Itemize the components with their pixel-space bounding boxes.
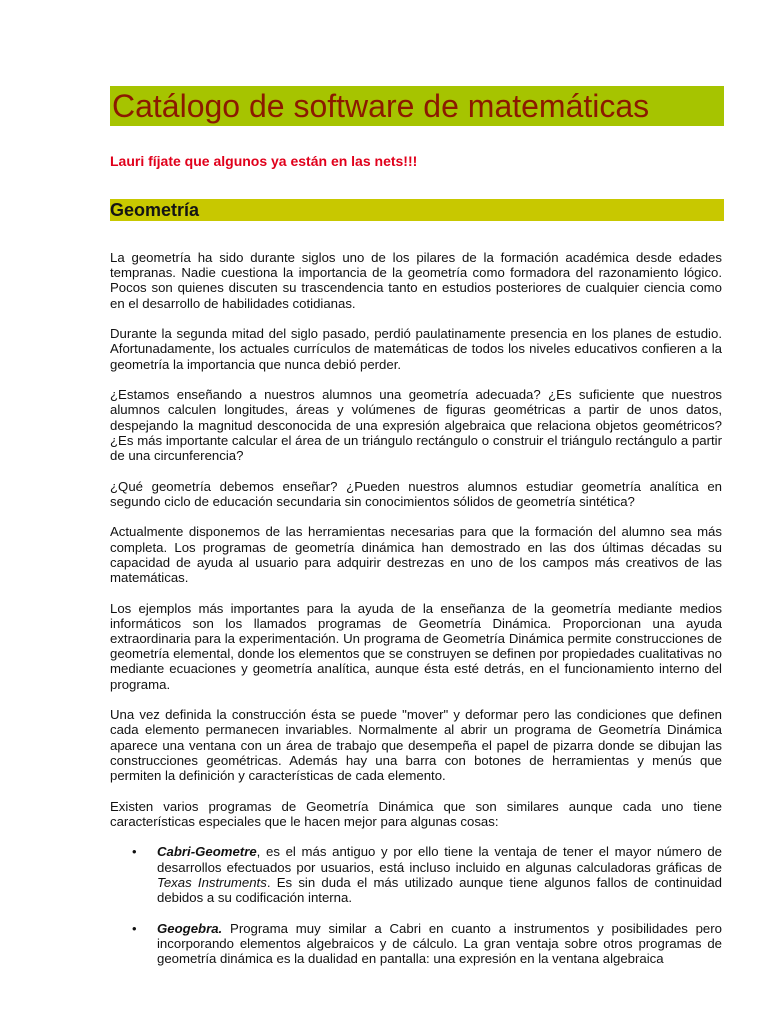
paragraph: ¿Estamos enseñando a nuestros alumnos una geometría adecuada? ¿Es suficiente que nuestros alumnos calculen longitudes, áreas y volúmenes de figuras geométricas a partir de unos datos, despejando la magnitud desconocida de una expresión algebraica que relaciona objetos geométricos? ¿Es más importante calcular el área de un triángulo rectángulo o construir el triángulo rectángulo a partir de una circunferencia? [110,387,722,464]
paragraph: ¿Qué geometría debemos enseñar? ¿Pueden nuestros alumnos estudiar geometría analítica en segundo ciclo de educación secundaria sin conocimientos sólidos de geometría sintética? [110,478,722,509]
bullet-icon: • [132,920,137,936]
brand-name: Texas Instruments [157,874,267,890]
list-item [132,920,722,967]
paragraph: Existen varios programas de Geometría Dinámica que son similares aunque cada uno tiene características especiales que le hacen mejor para algunas cosas: [110,798,722,829]
body-text [110,250,722,982]
paragraph: Actualmente disponemos de las herramientas necesarias para que la formación del alumno sea más completa. Los programas de geometría dinámica han demostrado en las dos últimas décadas su capacidad de ayuda al usuario para adquirir destrezas en uno de los campos más creativos de las matemáticas. [110,524,722,586]
software-name: Geogebra. [157,920,223,936]
section-heading-bar [110,199,724,221]
item-text: Programa muy similar a Cabri en cuanto a instrumentos y posibilidades pero incorporando elementos algebraicos y de cálculo. La gran ventaja sobre otros programas de geometría dinámica es la dualidad en pantalla: una expresión en la ventana algebraica [157,920,722,967]
paragraph: Durante la segunda mitad del siglo pasado, perdió paulatinamente presencia en los planes de estudio. Afortunadamente, los actuales currículos de matemáticas de todos los niveles educativos confieren a la geometría la importancia que nunca debió perder. [110,326,722,372]
paragraph: La geometría ha sido durante siglos uno de los pilares de la formación académica desde edades tempranas. Nadie cuestiona la importancia de la geometría como formadora del razonamiento lógico. Pocos son quienes discuten su trascendencia tanto en estudios posteriores de cualquier ciencia como en el desarrollo de habilidades cotidianas. [110,250,722,311]
paragraph: Una vez definida la construcción ésta se puede "mover" y deformar pero las condiciones que definen cada elemento permanecen invariables. Normalmente al abrir un programa de Geometría Dinámica aparece una ventana con un área de trabajo que desempeña el papel de pizarra donde se dibujan las construcciones geométricas. Además hay una barra con botones de herramientas y menús que permiten la definición y características de cada elemento. [110,707,722,784]
editor-note: Lauri fíjate que algunos ya están en las nets!!! [110,153,418,169]
paragraph: Los ejemplos más importantes para la ayuda de la enseñanza de la geometría mediante medios informáticos son los llamados programas de Geometría Dinámica. Proporcionan una ayuda extraordinaria para la experimentación. Un programa de Geometría Dinámica permite construcciones de geometría elemental, donde los elementos que se construyen se definen por propiedades cualitativas no mediante ecuaciones y geometría analítica, aunque ésta esté detrás, en el funcionamiento interno del programa. [110,600,722,692]
section-heading: Geometría [110,200,200,220]
item-text: , es el más antiguo y por ello tiene la ventaja de tener el mayor número de desarrollos efectuados por usuarios, está incluso incluido en algunas calculadoras gráficas de [157,844,722,875]
document-title-bar [110,86,724,126]
document-title: Catálogo de software de matemáticas [112,88,650,124]
software-list [110,844,722,966]
bullet-icon: • [132,844,137,860]
software-name: Cabri-Geometre [157,844,257,860]
item-text: . Es sin duda el más utilizado aunque tiene algunos fallos de continuidad debidos a su codificación interna. [157,874,722,906]
list-item [132,844,722,906]
